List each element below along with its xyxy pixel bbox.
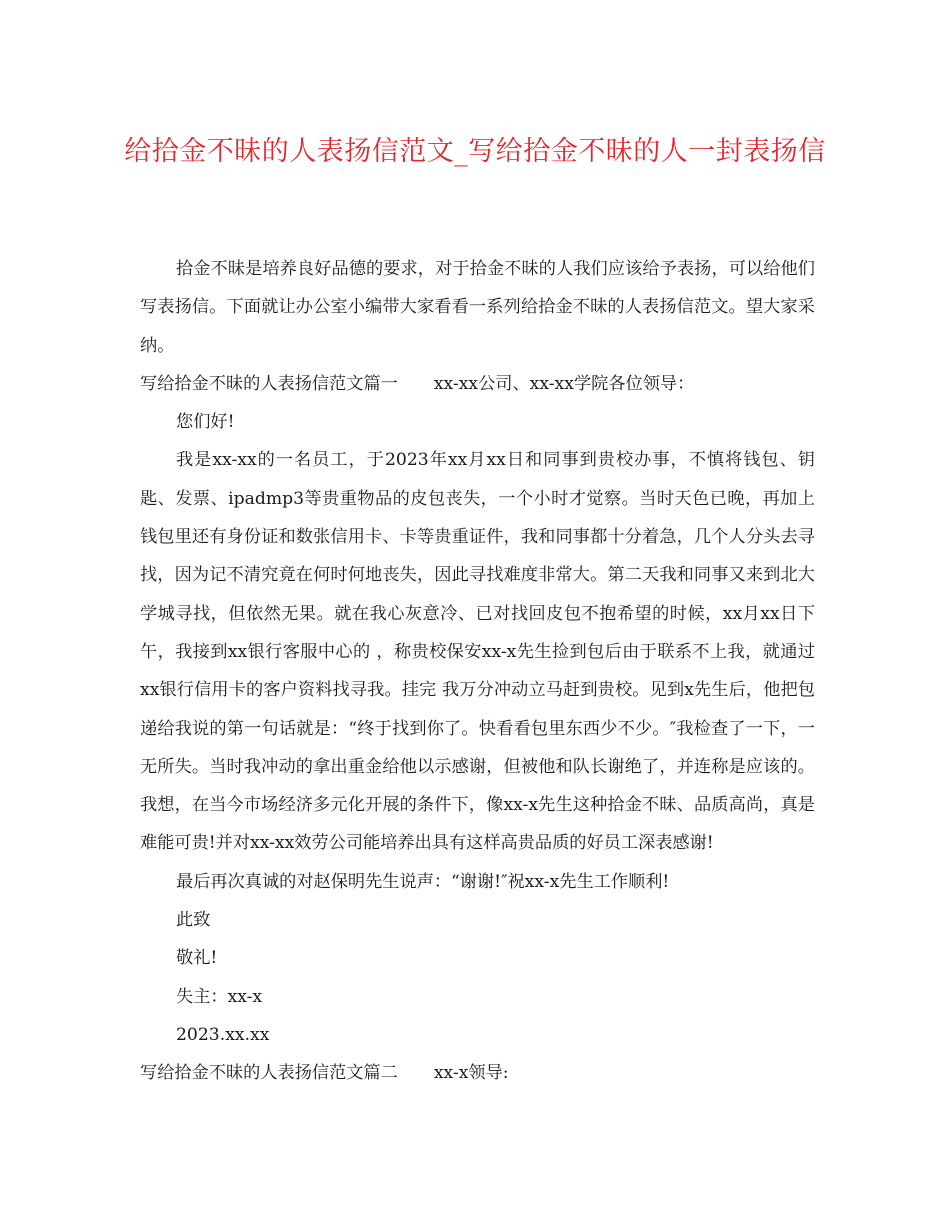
sign-off-line-2: 敬礼! xyxy=(176,948,218,969)
section-two-header-line xyxy=(140,1054,815,1092)
section-one-header-line xyxy=(140,365,815,403)
sign-off-line-1: 此致 xyxy=(176,910,211,931)
section-one-salutation: xx-xx公司、xx-xx学院各位领导： xyxy=(433,373,695,394)
intro-paragraph: 拾金不昧是培养良好品德的要求，对于拾金不昧的人我们应该给予表扬，可以给他们写表扬信。下面就让办公室小编带大家看看一系列给拾金不昧的人表扬信范文。望大家采纳。 xyxy=(140,259,815,356)
section-one-heading: 写给拾金不昧的人表扬信范文篇一 xyxy=(140,373,398,394)
document-body xyxy=(140,250,815,1093)
section-two-heading: 写给拾金不昧的人表扬信范文篇二 xyxy=(140,1063,398,1084)
greeting: 您们好! xyxy=(176,412,235,433)
document-title: 给拾金不昧的人表扬信范文_写给拾金不昧的人一封表扬信 xyxy=(124,136,826,167)
letter-date: 2023.xx.xx xyxy=(176,1024,270,1045)
closing-thanks: 最后再次真诚的对赵保明先生说声：“谢谢!″祝xx-x先生工作顺利! xyxy=(176,871,670,892)
letter-body-paragraph: 我是xx-xx的一名员工，于2023年xx月xx日和同事到贵校办事，不慎将钱包、钥匙、发票、ipadmp3等贵重物品的皮包丧失，一个小时才觉察。当时天色已晚，再加上钱包里还有身份证和数张信用卡、卡等贵重证件，我和同事都十分着急，几个人分头去寻找，因为记不清究竟在何时何地丧失，因此寻找难度非常大。第二天我和同事又来到北大学城寻找，但依然无果。就在我心灰意冷、已对找回皮包不抱希望的时候，xx月xx日下午，我接到xx银行客服中心的 ，称贵校保安xx-x先生捡到包后由于联系不上我，就通过xx银行信用卡的客户资料找寻我。挂完 我万分冲动立马赶到贵校。见到x先生后，他把包递给我说的第一句话就是：“终于找到你了。快看看包里东西少不少。″我检查了一下，一无所失。当时我冲动的拿出重金给他以示感谢，但被他和队长谢绝了，并连称是应该的。我想，在当今市场经济多元化开展的条件下，像xx-x先生这种拾金不昧、品质高尚，真是难能可贵!并对xx-xx效劳公司能培养出具有这样高贵品质的好员工深表感谢! xyxy=(140,450,815,854)
section-two-salutation: xx-x领导: xyxy=(433,1063,509,1084)
signer: 失主：xx-x xyxy=(176,986,263,1007)
